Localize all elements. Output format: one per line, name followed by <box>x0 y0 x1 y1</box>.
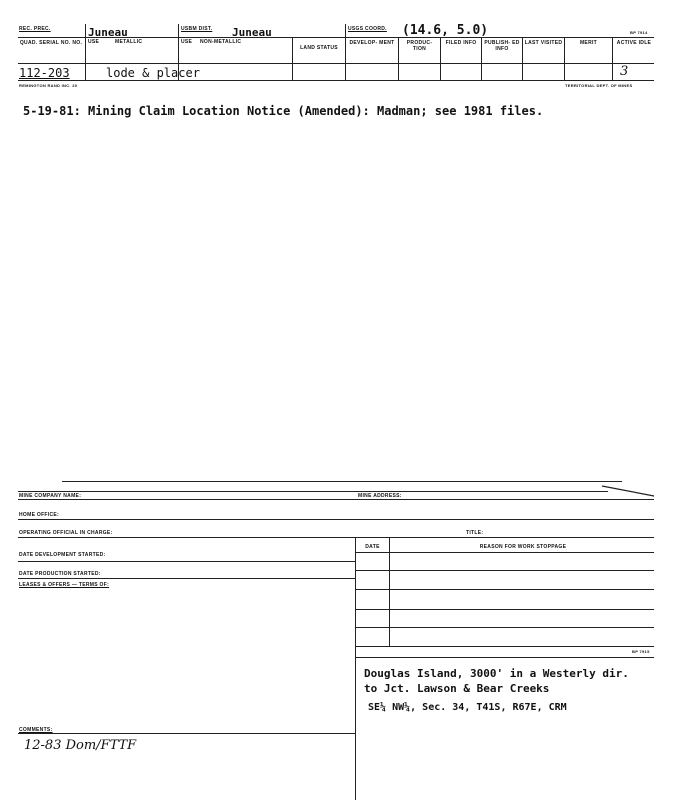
notes-entry: 5-19-81: Mining Claim Location Notice (Amended): Madman; see 1981 files. <box>23 104 544 118</box>
header-divider <box>522 37 523 80</box>
merit-label: MERIT <box>579 40 598 46</box>
header-divider <box>564 37 565 80</box>
comments-label: COMMENTS: <box>19 727 53 733</box>
mine-address-label: MINE ADDRESS: <box>358 493 402 499</box>
form-rule <box>356 627 654 628</box>
form-rule <box>356 552 654 553</box>
form-rule <box>18 561 355 562</box>
territorial-line: TERRITORIAL DEPT. OF MINES <box>565 83 633 88</box>
form-rule <box>18 519 654 520</box>
form-rule <box>356 589 654 590</box>
header-divider <box>345 24 346 80</box>
form-rule <box>356 570 654 571</box>
use-label: USE <box>181 39 193 45</box>
production-label: PRODUC- TION <box>406 40 433 52</box>
form-divider <box>389 537 390 646</box>
date-development-label: DATE DEVELOPMENT STARTED: <box>19 552 106 558</box>
location-line-2: to Jct. Lawson & Bear Creeks <box>364 682 550 695</box>
leases-offers-label: LEASES & OFFERS — TERMS OF: <box>19 582 110 588</box>
rec-prec-value: Juneau <box>88 26 128 39</box>
reason-stoppage-label: REASON FOR WORK STOPPAGE <box>479 544 567 550</box>
usbm-dist-label: USBM DIST. <box>181 26 213 32</box>
filed-info-label: FILED INFO <box>445 40 477 46</box>
header-rule <box>18 63 654 64</box>
header-divider <box>612 37 613 80</box>
location-line-1: Douglas Island, 3000' in a Westerly dir. <box>364 667 629 680</box>
form-rule <box>18 733 355 734</box>
form-divider <box>355 537 356 800</box>
header-divider <box>85 24 86 80</box>
metallic-label: METALLIC <box>115 39 143 45</box>
usgs-coord-value: (14.6, 5.0) <box>402 23 489 38</box>
form-rule <box>18 537 654 538</box>
stray-mark <box>600 484 656 498</box>
form-number-bottom: BP 7915 <box>632 649 650 654</box>
form-rule <box>356 657 654 658</box>
header-rule <box>18 80 654 81</box>
rec-prec-label: REC. PREC. <box>19 26 51 32</box>
form-rule <box>356 609 654 610</box>
last-visited-label: LAST VISITED <box>524 40 563 46</box>
form-rule <box>62 481 622 482</box>
form-rule <box>18 491 608 492</box>
use-label: USE <box>88 39 100 45</box>
land-status-label: LAND STATUS <box>300 45 338 51</box>
non-metallic-label: NON-METALLIC <box>200 39 242 45</box>
usgs-coord-label: USGS COORD. <box>348 26 387 32</box>
form-rule <box>356 646 654 647</box>
metallic-value: lode & placer <box>106 66 200 80</box>
title-label: TITLE: <box>466 530 484 536</box>
usbm-dist-value: Juneau <box>232 26 272 39</box>
mine-company-label: MINE COMPANY NAME: <box>19 493 82 499</box>
published-info-label: PUBLISH- ED INFO <box>484 40 520 52</box>
form-rule <box>18 578 355 579</box>
header-divider <box>292 37 293 80</box>
quad-serial-value: 112-203 <box>19 66 70 80</box>
date-production-label: DATE PRODUCTION STARTED: <box>19 571 101 577</box>
date-column-label: DATE <box>365 544 380 550</box>
home-office-label: HOME OFFICE: <box>19 512 59 518</box>
header-divider <box>481 37 482 80</box>
header-divider <box>440 37 441 80</box>
operating-official-label: OPERATING OFFICIAL IN CHARGE: <box>19 530 113 536</box>
header-divider <box>398 37 399 80</box>
location-line-3: SE¼ NW¼, Sec. 34, T41S, R67E, CRM <box>368 702 567 713</box>
active-idle-value: 3 <box>620 64 629 79</box>
comments-value: 12-83 Dom/FTTF <box>24 738 137 753</box>
printer-line: REMINGTON RAND INC. 20 <box>19 83 78 88</box>
form-rule <box>18 499 654 500</box>
development-label: DEVELOP- MENT <box>349 40 395 46</box>
active-idle-label: ACTIVE IDLE <box>616 40 652 46</box>
quad-serial-label: QUAD. SERIAL NO. NO. <box>19 40 83 46</box>
form-number-top: BP 7914 <box>630 30 648 35</box>
